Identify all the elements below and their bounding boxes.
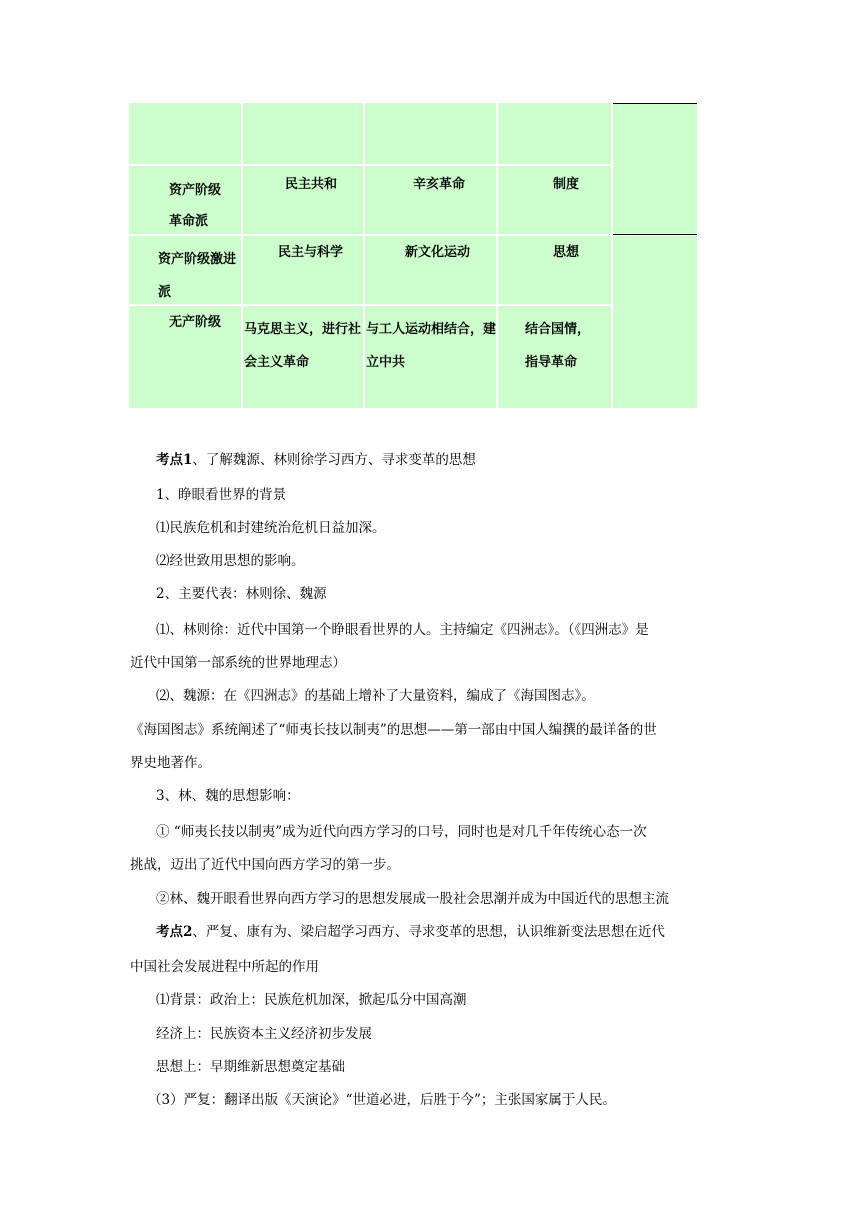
section-heading <box>156 922 665 942</box>
table-cell <box>613 236 697 408</box>
paragraph: 近代中国第一部系统的世界地理志） <box>130 655 346 671</box>
table-cell-text: 辛亥革命 <box>413 177 466 192</box>
table-cell-text: 资产阶级革命派 <box>169 183 222 229</box>
section-heading <box>156 450 476 470</box>
table-cell-text: 新文化运动 <box>405 245 471 260</box>
heading-label: 考点2 <box>156 924 193 940</box>
paragraph: 2、主要代表：林则徐、魏源 <box>156 586 327 602</box>
table-cell <box>243 103 363 164</box>
paragraph: 中国社会发展进程中所起的作用 <box>130 959 319 975</box>
paragraph: ⑵经世致用思想的影响。 <box>156 553 305 569</box>
paragraph: 《海国图志》系统阐述了“师夷长技以制夷”的思想——第一部由中国人编撰的最详备的世 <box>130 722 657 738</box>
table-cell <box>365 103 496 164</box>
paragraph: 界史地著作。 <box>130 755 211 771</box>
paragraph: ⑴民族危机和封建统治危机日益加深。 <box>156 520 386 536</box>
table-rule <box>613 234 697 235</box>
heading-text: 、严复、康有为、梁启超学习西方、寻求变革的思想，认识维新变法思想在近代 <box>192 924 665 940</box>
table-cell-text: 马克思主义，进行社会主义革命 <box>244 322 362 370</box>
paragraph: ⑵、魏源：在《四洲志》的基础上增补了大量资料，编成了《海国图志》。 <box>156 688 595 704</box>
heading-text: 、了解魏源、林则徐学习西方、寻求变革的思想 <box>192 452 476 468</box>
paragraph: ① “师夷长技以制夷”成为近代向西方学习的口号，同时也是对几千年传统心态一次 <box>156 824 647 840</box>
paragraph: ⑴、林则徐：近代中国第一个睁眼看世界的人。主持编定《四洲志》。（《四洲志》是 <box>156 622 649 638</box>
table-cell-text: 与工人运动相结合，建立中共 <box>366 322 497 370</box>
paragraph: 3、林、魏的思想影响： <box>156 788 300 804</box>
table-rule <box>613 103 697 104</box>
table-cell <box>613 103 697 234</box>
paragraph: 1、睁眼看世界的背景 <box>156 487 287 503</box>
paragraph: 思想上：早期维新思想奠定基础 <box>156 1059 345 1075</box>
table-cell <box>498 103 611 164</box>
table-cell-text: 资产阶级激进派 <box>158 252 237 300</box>
table-cell-text: 民主与科学 <box>278 245 344 260</box>
table-cell-text: 民主共和 <box>285 177 338 192</box>
paragraph: 经济上：民族资本主义经济初步发展 <box>156 1026 372 1042</box>
table-cell-text: 制度 <box>553 177 580 192</box>
heading-label: 考点1 <box>156 452 193 468</box>
paragraph: ②林、魏开眼看世界向西方学习的思想发展成一股社会思潮并成为中国近代的思想主流 <box>156 891 669 907</box>
paragraph: （3）严复：翻译出版《天演论》“世道必进，后胜于今”；主张国家属于人民。 <box>148 1092 616 1108</box>
table-cell-text: 结合国情，指导革命 <box>525 322 591 370</box>
table-cell-text: 思想 <box>553 245 580 260</box>
table-cell-text: 无产阶级 <box>169 315 222 330</box>
table-cell <box>129 103 241 164</box>
paragraph: ⑴背景：政治上：民族危机加深，掀起瓜分中国高潮 <box>156 992 467 1008</box>
comparison-table <box>129 103 697 408</box>
paragraph: 挑战，迈出了近代中国向西方学习的第一步。 <box>130 857 400 873</box>
